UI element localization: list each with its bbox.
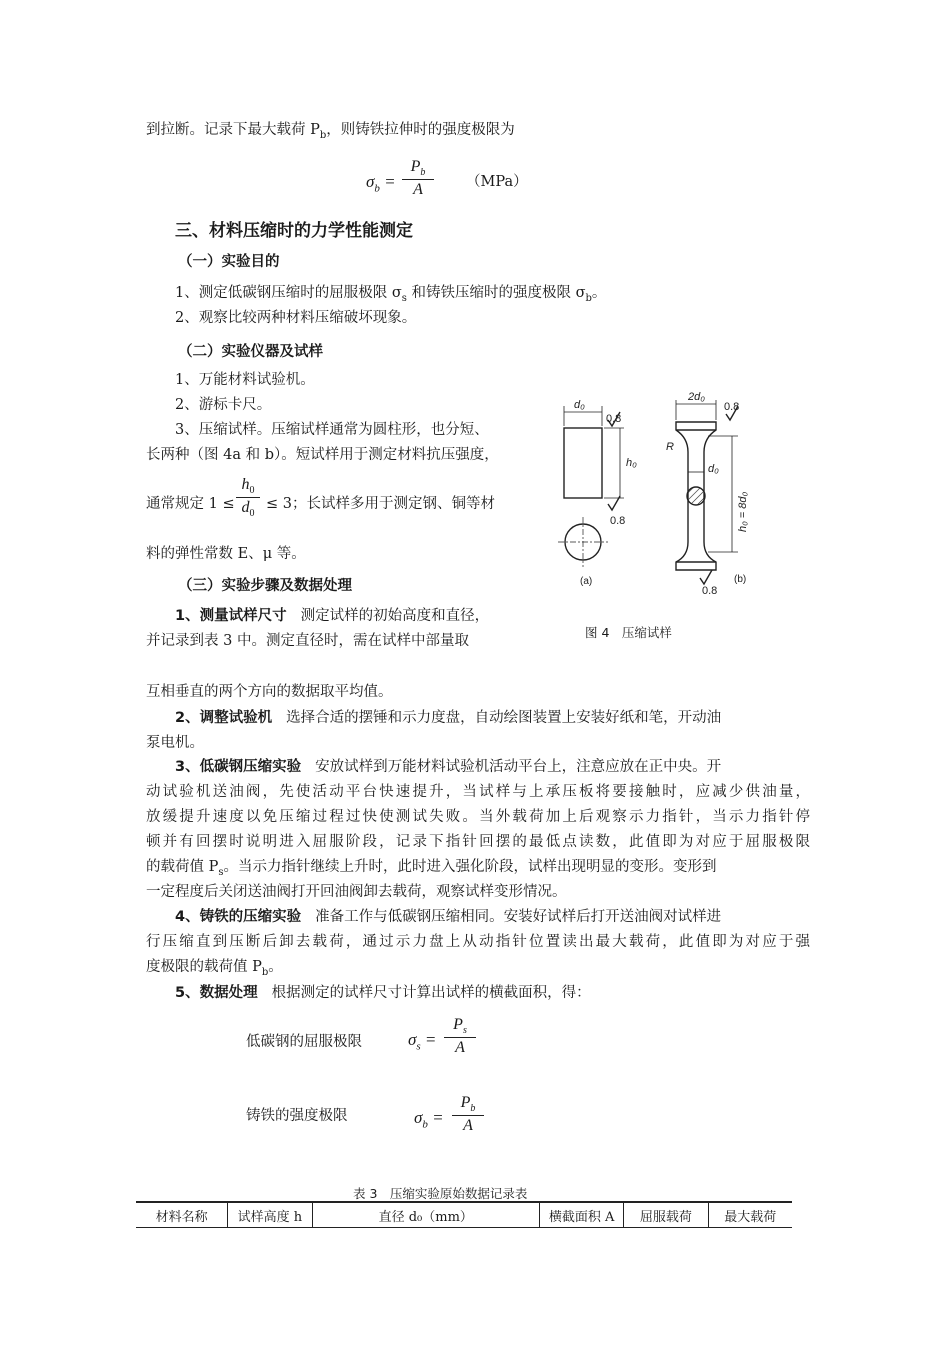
sub2-item1: 1、万能材料试验机。 (175, 372, 315, 388)
fig-d0-b-label: d₀ (708, 463, 719, 475)
sub2-item2: 2、游标卡尺。 (175, 397, 272, 413)
sub2-title: （二）实验仪器及试样 (178, 344, 323, 360)
step3c: 放缓提升速度以免压缩过程过快使测试失败。当外载荷加上后观察示力指针，当示力指针停 (146, 809, 810, 825)
step4c: 度极限的载荷值 $P_b$。 (146, 959, 283, 978)
sub2-item3d: 料的弹性常数 E、μ 等。 (146, 546, 306, 562)
step1b: 并记录到表 3 中。测定直径时，需在试样中部量取 (146, 633, 469, 649)
header-yield-load: 屈服载荷 (624, 1202, 708, 1228)
sub1-item1: 1、测定低碳钢压缩时的屈服极限 $\sigma_s$ 和铸铁压缩时的强度极限 $\sigma_b$。 (175, 285, 607, 304)
step3b: 动试验机送油阀，先使活动平台快速提升，当试样与上承压板将要接触时，应减少供油量， (146, 784, 810, 800)
step3e: 的载荷值 $P_s$。当示力指针继续上升时，此时进入强化阶段，试样出现明显的变形。变形到 (146, 859, 717, 878)
step5: 5、数据处理 根据测定的试样尺寸计算出试样的横截面积，得： (175, 985, 591, 1001)
header-max-load: 最大载荷 (708, 1202, 792, 1228)
fig-d0-label: d₀ (574, 399, 585, 411)
intro-line: 到拉断。记录下最大载荷 $P_b$，则铸铁拉伸时的强度极限为 (146, 122, 515, 141)
section-title: 三、材料压缩时的力学性能测定 (175, 221, 413, 241)
fig-label-a: (a) (580, 576, 593, 587)
step4: 4、铸铁的压缩实验 准备工作与低碳钢压缩相同。安装好试样后打开送油阀对试样进 (175, 909, 722, 925)
step1: 1、测量试样尺寸 测定试样的初始高度和直径， (175, 608, 490, 624)
header-diameter: 直径 d₀（mm） (312, 1202, 539, 1228)
fig-rough-a1: 0.8 (606, 413, 622, 425)
step1c: 互相垂直的两个方向的数据取平均值。 (146, 684, 393, 700)
fig-rough-a2: 0.8 (610, 515, 626, 527)
step4b: 行压缩直到压断后卸去载荷，通过示力盘上从动指针位置读出最大载荷，此值即为对应于强 (146, 934, 810, 950)
sub1-item2: 2、观察比较两种材料压缩破坏现象。 (175, 310, 417, 326)
header-area: 横截面积 A (539, 1202, 623, 1228)
table-header-row (136, 1202, 792, 1228)
step2b: 泵电机。 (146, 735, 204, 751)
header-height: 试样高度 h (228, 1202, 312, 1228)
header-material: 材料名称 (155, 1209, 208, 1225)
fig-h0-label: h₀ (626, 457, 637, 469)
sub1-title: （一）实验目的 (178, 254, 280, 270)
sub2-item3a: 3、压缩试样。压缩试样通常为圆柱形，也分短、 (175, 422, 489, 438)
step3: 3、低碳钢压缩实验 安放试样到万能材料试验机活动平台上，注意应放在正中央。开 (175, 759, 722, 775)
figure-caption: 图 4 压缩试样 (585, 625, 672, 640)
step3d: 顿并有回摆时说明进入屈服阶段，记录下指针回摆的最低点读数，此值即为对应于屈服极限 (146, 834, 810, 850)
step2: 2、调整试验机 选择合适的摆锤和示力度盘，自动绘图装置上安装好纸和笔，开动油 (175, 710, 722, 726)
sub2-item3b: 长两种（图 4a 和 b）。短试样用于测定材料抗压强度， (146, 447, 499, 463)
fig-rough-b1: 0.8 (724, 401, 740, 413)
figure-compression-specimens (548, 392, 788, 612)
fig-R-label: R (666, 441, 674, 453)
table-caption: 表 3 压缩实验原始数据记录表 (353, 1186, 528, 1201)
fig-label-b: (b) (734, 574, 747, 585)
document-page: 到拉断。记录下最大载荷 $P_b$，则铸铁拉伸时的强度极限为 $\sigma_b$ = $\frac{P_b}{A}$ （MPa） 三、材料压缩时的力学性能测定 （一）实验目的 1、测定低碳钢压缩时的屈服极限 $\sigma_s$ 和铸铁压缩时的强度极限 $\sigma_b$。 2、观察比较两种材料压缩破坏现象。 （二）实验仪器及试样 1、万能材料试验机。 2、游标卡尺。 3、压缩试样。压缩试样通常为圆柱形，也分短、 长两种（图 4a 和 b）。短试样用于测定材料抗压强度， 通常规定 1 ≤ $\frac{h_0}{d_0}$ ≤ 3；长试样多用于测定钢、铜等材 料的弹性常数 E、μ 等。 （三）实验步骤及数据处理 1、测量试样尺寸 测定试样的初始高度和直径， 并记录到表 3 中。测定直径时，需在试样中部量取 互相垂直的两个方向的数据取平均值。 2、调整试验机 选择合适的摆锤和示力度盘，自动绘图装置上安装好纸和笔，开动油 泵电机。 3、低碳钢压缩实验 安放试样到万能材料试验机活动平台上，注意应放在正中央。开 动试验机送油阀，先使活动平台快速提升，当试样与上承压板将要接触时，应减少供油量， 放缓提升速度以免压缩过程过快使测试失败。当外载荷加上后观察示力指针，当示力指针停 顿并有回摆时说明进入屈服阶段，记录下指针回摆的最低点读数，此值即为对应于屈服极限 的载荷值 $P_s$。当示力指针继续上升时，此时进入强化阶段，试样出现明显的变形。变形到 一定程度后关闭送油阀打开回油阀卸去载荷，观察试样变形情况。 4、铸铁的压缩实验 准备工作与低碳钢压缩相同。安装好试样后打开送油阀对试样进 行压缩直到压断后卸去载荷，通过示力盘上从动指针位置读出最大载荷，此值即为对应于强 度极限的载荷值 $P_b$。 5、数据处理 根据测定的试样尺寸计算出试样的横截面积，得： 低碳钢的屈服极限 $\sigma_s$ = $\frac{P_s}{A}$ 铸铁的强度极限 $\sigma_b$ = $\frac{P_b}{A}$ d₀ 0.8 h₀ 0.8 2d₀ 0.8 R d₀ 0.8 (a) (b) h₀ = 8d₀ 图 4 压缩试样 表 3 压缩实验原始数据记录表 材料名称 试样高度 h 直径 d₀（mm） 横截面积 A 屈服载荷 最大载荷 (0, 0, 952, 1347)
fig-rough-b2: 0.8 (702, 585, 718, 597)
fig-h0-8d0-label: h₀ = 8d₀ (737, 491, 749, 532)
fig-2d0-label: 2d₀ (688, 392, 705, 403)
step3f: 一定程度后关闭送油阀打开回油阀卸去载荷，观察试样变形情况。 (146, 884, 567, 900)
sub3-title: （三）实验步骤及数据处理 (178, 578, 352, 594)
data-record-table (136, 1201, 792, 1228)
